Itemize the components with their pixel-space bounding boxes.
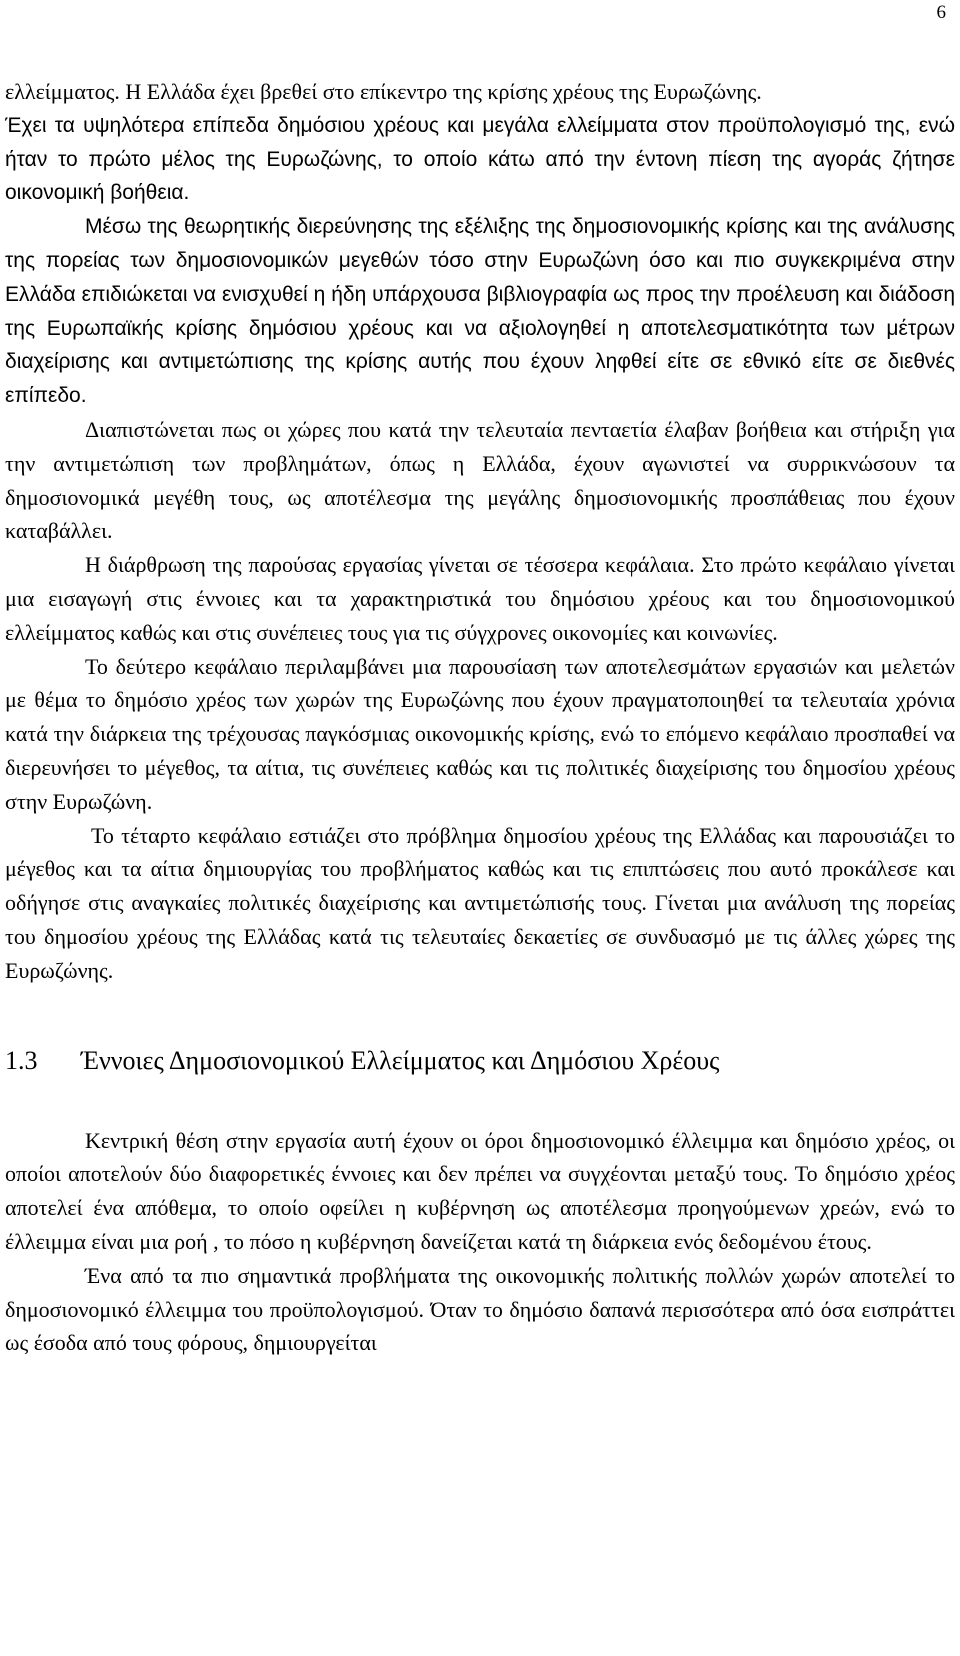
document-body (5, 75, 955, 1360)
section-paragraph-1: Κεντρική θέση στην εργασία αυτή έχουν οι όροι δημοσιονομικό έλλειμμα και δημόσιο χρέος, οι οποίοι αποτελούν δύο διαφορετικές έννοιες και δεν πρέπει να συγχέονται μεταξύ τους. Το δημόσιο χρέος αποτελεί ένα απόθεμα, το οποίο οφείλει η κυβέρνηση ως αποτέλεσμα προηγούμενων χρεών, ενώ το έλλειμμα είναι μια ροή , το πόσο η κυβέρνηση δανείζεται κατά τη διάρκεια ενός δεδομένου έτους. (5, 1127, 955, 1254)
page-number: 6 (936, 2, 946, 23)
paragraph-5: Η διάρθρωση της παρούσας εργασίας γίνεται σε τέσσερα κεφάλαια. Στο πρώτο κεφάλαιο γίνεται μια εισαγωγή στις έννοιες και τα χαρακτηριστικά του δημόσιου χρέους και του δημοσιονομικού ελλείμματος καθώς και στις συνέπειες τους για τις σύγχρονες οικονομίες και κοινωνίες. (5, 552, 955, 645)
paragraph-4: Διαπιστώνεται πως οι χώρες που κατά την τελευταία πενταετία έλαβαν βοήθεια και στήριξη για την αντιμετώπιση των προβλημάτων, όπως η Ελλάδα, έχουν αγωνιστεί να συρρικνώσουν τα δημοσιονομικά μεγέθη τους, ως αποτέλεσμα της μεγάλης δημοσιονομικής προσπάθειας που έχουν καταβάλλει. (5, 416, 955, 544)
paragraph-1: ελλείμματος. Η Ελλάδα έχει βρεθεί στο επίκεντρο της κρίσης χρέους της Ευρωζώνης. (5, 79, 762, 104)
section-paragraph-2: Ένα από τα πιο σημαντικά προβλήματα της οικονομικής πολιτικής πολλών χωρών αποτελεί το δημοσιονομικό έλλειμμα του προϋπολογισμού. Όταν το δημόσιο δαπανά περισσότερα από όσα εισπράττει ως έσοδα από τους φόρους, δημιουργείται (5, 1262, 955, 1356)
section-number: 1.3 (5, 1045, 38, 1075)
section-heading (5, 1044, 955, 1078)
paragraph-7: Το τέταρτο κεφάλαιο εστιάζει στο πρόβλημα δημοσίου χρέους της Ελλάδας και παρουσιάζει το μέγεθος και τα αίτια δημιουργίας του προβλήματος καθώς και τις επιπτώσεις που αυτό προκάλεσε και οδήγησε στις αναγκαίες πολιτικές διαχείρισης και αντιμετώπισής τους. Γίνεται μια ανάλυση της πορείας του δημοσίου χρέους της Ελλάδας κατά τις τελευταίες δεκαετίες σε συνδυασμό με τις άλλες χώρες της Ευρωζώνης. (5, 822, 955, 983)
paragraph-3: Μέσω της θεωρητικής διερεύνησης της εξέλιξης της δημοσιονομικής κρίσης και της ανάλυσης της πορείας των δημοσιονομικών μεγεθών τόσο στην Ευρωζώνη όσο και πιο συγκεκριμένα στην Ελλάδα επιδιώκεται να ενισχυθεί η ήδη υπάρχουσα βιβλιογραφία ως προς την προέλευση και διάδοση της Ευρωπαϊκής κρίσης δημόσιου χρέους και να αξιολογηθεί η αποτελεσματικότητα των μέτρων διαχείρισης και αντιμετώπισης της κρίσης αυτής που έχουν ληφθεί είτε σε εθνικό είτε σε διεθνές επίπεδο. (5, 215, 955, 408)
paragraph-2: Έχει τα υψηλότερα επίπεδα δημόσιου χρέους και μεγάλα ελλείμματα στον προϋπολογισμό της, ενώ ήταν το πρώτο μέλος της Ευρωζώνης, το οποίο κάτω από την έντονη πίεση της αγοράς ζήτησε οικονομική βοήθεια. (5, 113, 955, 205)
section-title: Έννοιες Δημοσιονομικού Ελλείμματος και Δημόσιου Χρέους (81, 1045, 720, 1075)
paragraph-6: Το δεύτερο κεφάλαιο περιλαμβάνει μια παρουσίαση των αποτελεσμάτων εργασιών και μελετών με θέμα το δημόσιο χρέος των χωρών της Ευρωζώνης που έχουν πραγματοποιηθεί τα τελευταία χρόνια κατά την διάρκεια της τρέχουσας παγκόσμιας οικονομικής κρίσης, ενώ το επόμενο κεφάλαιο προσπαθεί να διερευνήσει το μέγεθος, τα αίτια, τις συνέπειες καθώς και τις πολιτικές διαχείρισης του δημοσίου χρέους στην Ευρωζώνη. (5, 653, 955, 814)
